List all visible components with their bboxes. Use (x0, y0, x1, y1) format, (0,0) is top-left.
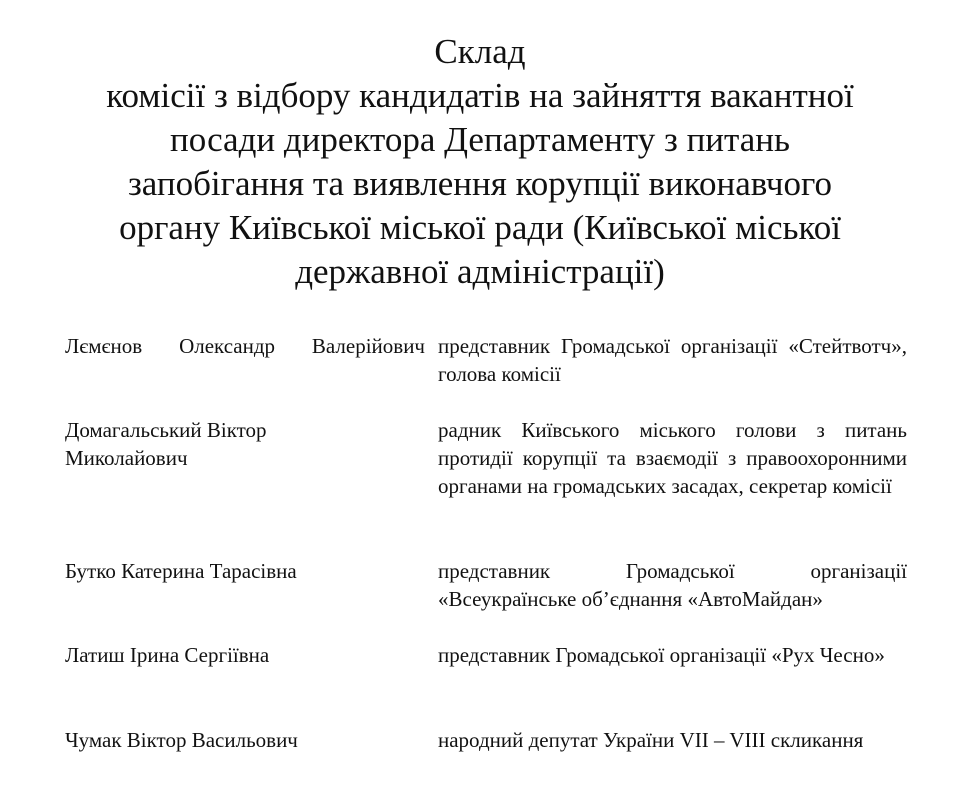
title-line: запобігання та виявлення корупції виконавчого (127, 164, 833, 203)
member-name: Чумак Віктор Васильович (65, 728, 298, 752)
member-role: радник Київського міського голови з питань протидії корупції та взаємодії з правоохоронними органами на громадських засадах, секретар комісії (438, 418, 907, 498)
title-line: державної адміністрації) (295, 252, 665, 291)
member-name: Домагальський Віктор Миколайович (65, 418, 267, 470)
title-line: комісії з відбору кандидатів на зайняття вакантної (106, 76, 854, 115)
member-name: Латиш Ірина Сергіївна (65, 643, 270, 667)
member-name: Бутко Катерина Тарасівна (65, 559, 297, 583)
title-line: органу Київської міської ради (Київської міської (119, 208, 841, 247)
title-line: посади директора Департаменту з питань (169, 120, 790, 159)
member-role: представник Громадської організації «Стейтвотч», голова комісії (438, 334, 907, 386)
member-role: представник Громадської організації «Всеукраїнське об’єднання «АвтоМайдан» (438, 559, 907, 611)
member-role: представник Громадської організації «Рух Чесно» (438, 643, 885, 667)
title-line: Склад (434, 32, 526, 71)
document-title (0, 30, 960, 294)
member-role: народний депутат України VII – VIII скликання (438, 728, 864, 752)
member-name: Лємєнов Олександр Валерійович (65, 334, 425, 358)
